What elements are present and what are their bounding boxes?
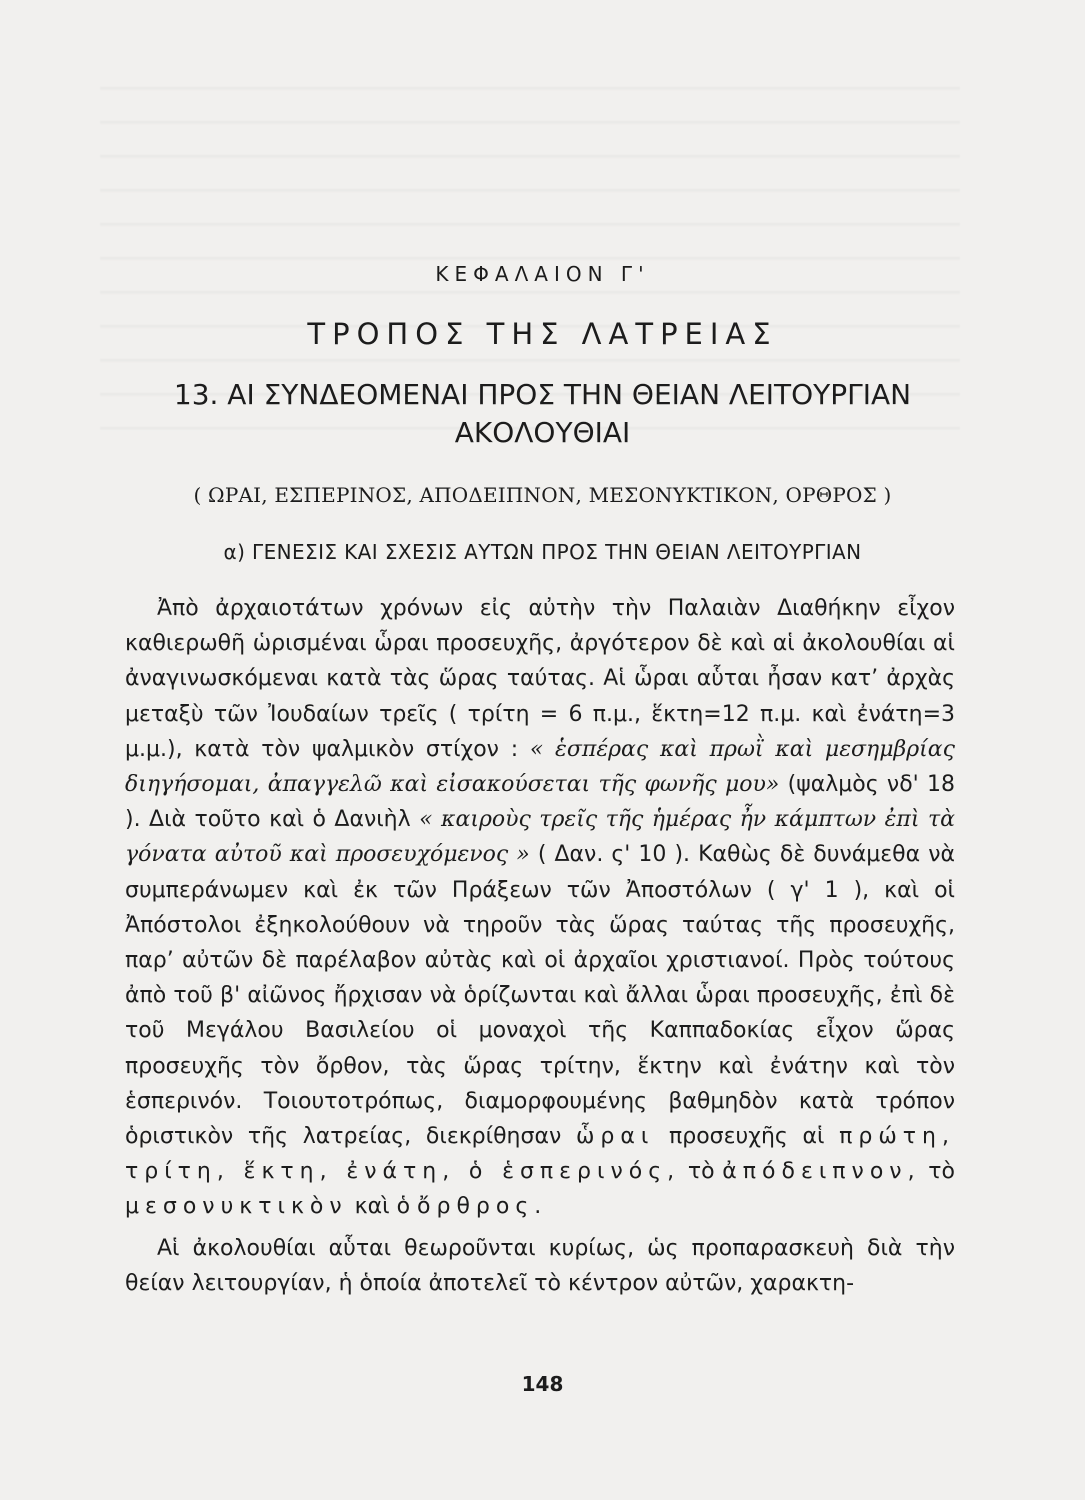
body-text <box>125 591 955 1301</box>
text-run: Ἀπὸ ἀρχαιοτάτων χρόνων εἰς αὐτὴν τὴν Παλαιὰν Διαθήκην εἶχον καθιερωθῆ ὡρισμέναι ὧραι προσευχῆς, ἀργότερον δὲ καὶ αἱ ἀκολουθίαι αἱ ἀναγινωσκόμεναι κατὰ τὰς ὥρας ταύτας. Αἱ ὧραι αὗται ἦσαν κατ’ ἀρχὰς μεταξὺ τῶν Ἰουδαίων τρεῖς ( τρίτη = 6 π.μ., ἕκτη=12 π.μ. καὶ ἐνάτη=3 μ.μ.), κατὰ τὸν ψαλμικὸν στίχον : <box>125 596 955 762</box>
spaced-term: πρώτη, τρίτη, ἕκτη, ἐνάτη, ὁ ἑσπερινός, <box>125 1124 955 1185</box>
text-run: τὸ <box>680 1159 723 1185</box>
text-run: (ψαλμὸς νδ' 18 ). Διὰ τοῦτο καὶ ὁ Δανιὴλ <box>125 772 955 833</box>
text-run: προσευχῆς αἱ <box>654 1124 840 1150</box>
text-run: τὸ <box>920 1159 955 1185</box>
page-number: 148 <box>521 1372 564 1396</box>
quote-daniel: « καιροὺς τρεῖς τῆς ἡμέρας ἦν κάμπτων ἐπὶ τὰ γόνατα αὐτοῦ καὶ προσευχόμενος » <box>125 807 955 868</box>
paragraph-1 <box>125 591 955 1225</box>
text-run: καὶ ὁ <box>347 1194 418 1220</box>
spaced-term: ὄρθρος <box>417 1194 535 1220</box>
text-run: . <box>534 1194 542 1220</box>
part-title: ΤΡΟΠΟΣ ΤΗΣ ΛΑΤΡΕΙΑΣ <box>307 317 778 351</box>
quote-psalm: « ἑσπέρας καὶ πρωῒ καὶ μεσημβρίας διηγήσομαι, ἀπαγγελῶ καὶ εἰσακούσεται τῆς φωνῆς μου» <box>125 736 955 798</box>
section-title: 13. ΑΙ ΣΥΝΔΕΟΜΕΝΑΙ ΠΡΟΣ ΤΗΝ ΘΕΙΑΝ ΛΕΙΤΟΥΡΓΙΑΝ ΑΚΟΛΟΥΘΙΑΙ <box>173 378 912 449</box>
spaced-term: μεσονυκτικὸν <box>125 1194 348 1220</box>
text-run: ( Δαν. ς' 10 ). Καθὼς δὲ δυνάμεθα νὰ συμπεράνωμεν καὶ ἐκ τῶν Πράξεων τῶν Ἀποστόλων ( γ' 1 ), καὶ οἱ Ἀπόστολοι ἐξηκολούθουν νὰ τηροῦν τὰς ὥρας ταύτας τῆς προσευχῆς, παρ’ αὐτῶν δὲ παρέλαβον αὐτὰς καὶ οἱ ἀρχαῖοι χριστιανοί. Πρὸς τούτους ἀπὸ τοῦ β' αἰῶνος ἤρχισαν νὰ ὁρίζωνται καὶ ἄλλαι ὧραι προσευχῆς, ἐπὶ δὲ τοῦ Μεγάλου Βασιλείου οἱ μοναχοὶ τῆς Καππαδοκίας εἶχον ὥρας προσευχῆς τὸν ὄρθον, τὰς ὥρας τρίτην, ἕκτην καὶ ἐνάτην καὶ τὸν ἑσπερινόν. Τοιουτοτρόπως, διαμορφουμένης βαθμηδὸν κατὰ τρόπον ὁριστικὸν τῆς λατρείας, διεκρίθησαν <box>125 842 955 1150</box>
spaced-term: ἀπόδειπνον, <box>722 1159 921 1185</box>
section-subtitle: ( ΩΡΑΙ, ΕΣΠΕΡΙΝΟΣ, ΑΠΟΔΕΙΠΝΟΝ, ΜΕΣΟΝΥΚΤΙΚΟΝ, ΟΡΘΡΟΣ ) <box>193 483 892 507</box>
subsection-heading: α) ΓΕΝΕΣΙΣ ΚΑΙ ΣΧΕΣΙΣ ΑΥΤΩΝ ΠΡΟΣ ΤΗΝ ΘΕΙΑΝ ΛΕΙΤΟΥΡΓΙΑΝ <box>223 540 862 564</box>
paragraph-2: Αἱ ἀκολουθίαι αὗται θεωροῦνται κυρίως, ὡς προπαρασκευὴ διὰ τὴν θείαν λειτουργίαν, ἡ ὁποία ἀποτελεῖ τὸ κέντρον αὐτῶν, χαρακτη- <box>125 1235 955 1296</box>
chapter-heading: ΚΕΦΑΛΑΙΟΝ Γ' <box>435 262 650 286</box>
spaced-term: ὧραι <box>575 1124 655 1150</box>
